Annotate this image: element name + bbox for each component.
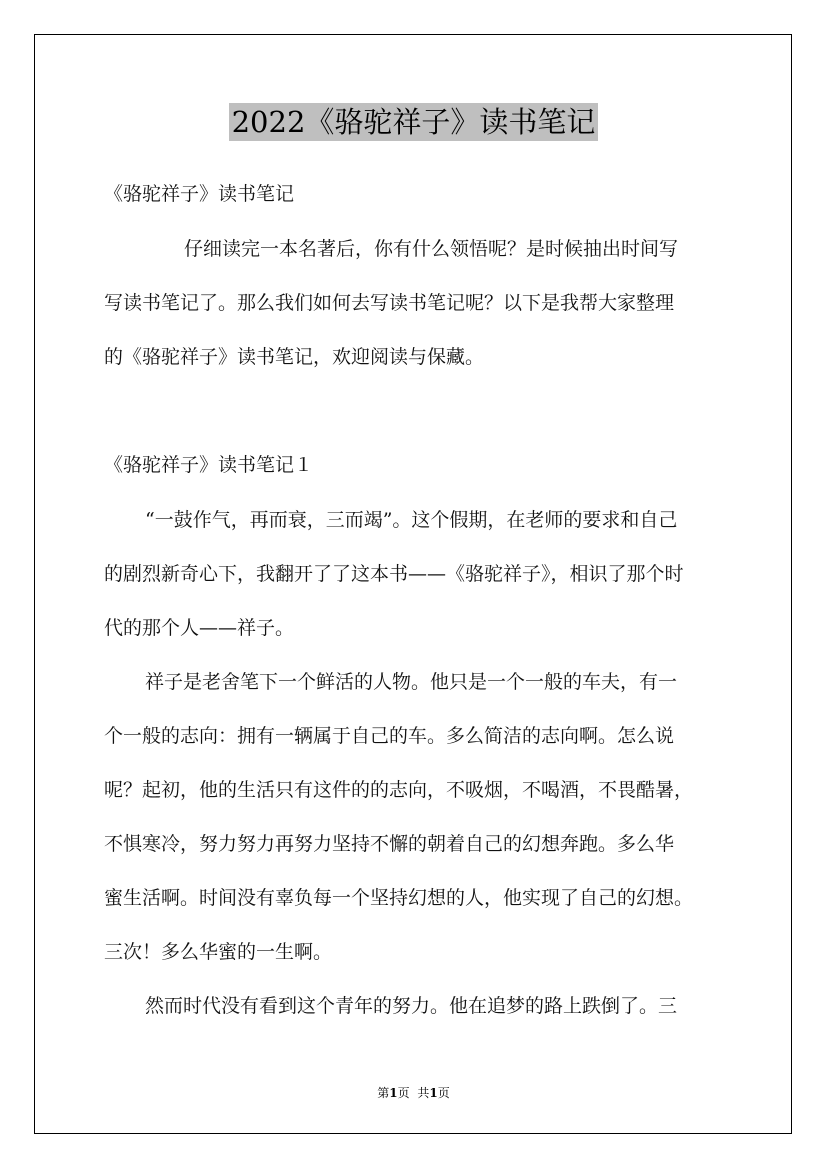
paragraph-2-line-3: 呢？起初，他的生活只有这件的的志向，不吸烟，不喝酒，不畏酷暑， [104,779,694,801]
paragraph-2-line-2: 个一般的志向：拥有一辆属于自己的车。多么简洁的志向啊。怎么说 [104,725,675,747]
intro-line-1: 仔细读完一本名著后，你有什么领悟呢？是时候抽出时间写 [184,238,679,260]
document-title [0,100,827,141]
paragraph-2-line-1: 祥子是老舍笔下一个鲜活的人物。他只是一个一般的车夫，有一 [145,671,678,693]
footer-total-number: 1 [429,1086,438,1100]
footer-page-number: 1 [389,1086,398,1100]
paragraph-1-line-1: “一鼓作气，再而衰，三而竭”。这个假期，在老师的要求和自己 [145,509,678,531]
page-footer [0,1084,827,1101]
paragraph-3-line-1: 然而时代没有看到这个青年的努力。他在追梦的路上跌倒了。三 [145,995,678,1017]
document-title-text: 2022《骆驼祥子》读书笔记 [229,103,599,141]
paragraph-1-line-2: 的剧烈新奇心下，我翻开了了这本书——《骆驼祥子》，相识了那个时 [104,563,684,585]
paragraph-2-line-6: 三次！多么华蜜的一生啊。 [104,941,333,963]
intro-line-2: 写读书笔记了。那么我们如何去写读书笔记呢？以下是我帮大家整理 [104,292,675,314]
intro-line-3: 的《骆驼祥子》读书笔记，欢迎阅读与保藏。 [104,346,485,368]
paragraph-2-line-5: 蜜生活啊。时间没有辜负每一个坚持幻想的人，他实现了自己的幻想。 [104,887,694,909]
footer-total-prefix: 共 [417,1086,430,1100]
footer-page-suffix: 页 [397,1086,410,1100]
footer-page-prefix: 第 [377,1086,390,1100]
footer-total-suffix: 页 [437,1086,450,1100]
paragraph-1-line-3: 代的那个人——祥子。 [104,617,295,639]
paragraph-2-line-4: 不惧寒冷，努力努力再努力坚持不懈的朝着自己的幻想奔跑。多么华 [104,833,675,855]
section-heading: 《骆驼祥子》读书笔记１ [104,454,314,476]
document-subtitle: 《骆驼祥子》读书笔记 [104,183,295,205]
